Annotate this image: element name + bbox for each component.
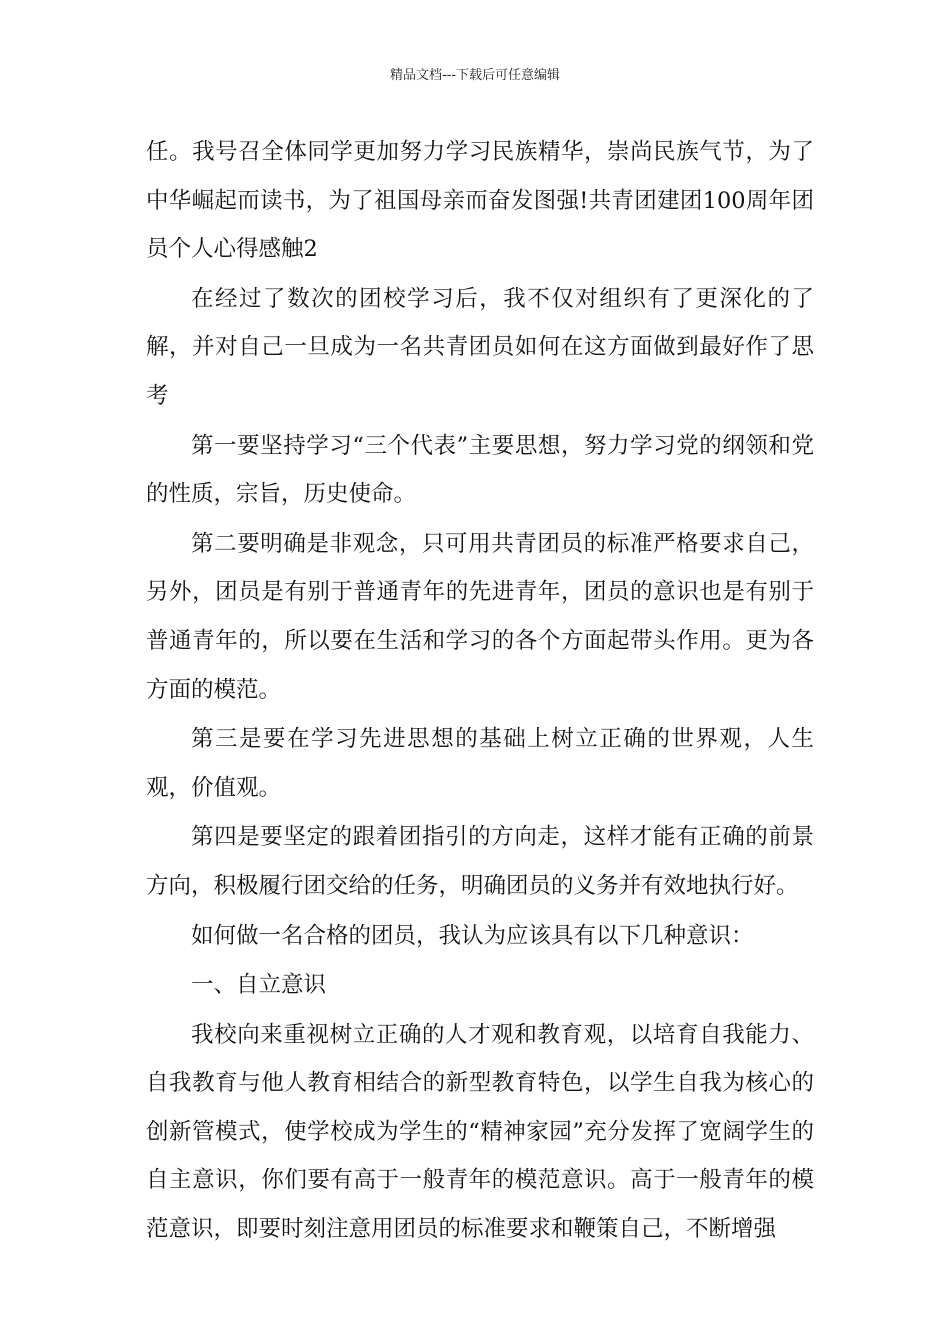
page-header: 精品文档---下载后可任意编辑 xyxy=(389,68,561,83)
paragraph: 如何做一名合格的团员，我认为应该具有以下几种意识： xyxy=(191,922,754,949)
paragraph: 在经过了数次的团校学习后，我不仅对组织有了更深化的了解，并对自己一旦成为一名共青团员如何在这方面做到最好作了思考 xyxy=(146,285,814,409)
paragraph-continuation: 任。我号召全体同学更加努力学习民族精华，崇尚民族气节，为了中华崛起而读书，为了祖国母亲而奋发图强!共青团建团100周年团员个人心得感触2 xyxy=(146,139,814,263)
section-heading: 一、自立意识 xyxy=(191,972,327,999)
paragraph: 我校向来重视树立正确的人才观和教育观，以培育自我能力、自我教育与他人教育相结合的新型教育特色，以学生自我为核心的创新管模式，使学校成为学生的“精神家园”充分发挥了宽阔学生的自主意识，你们要有高于一般青年的模范意识。高于一般青年的模范意识，即要时刻注意用团员的标准要求和鞭策自己，不断增强 xyxy=(146,1021,814,1243)
document-body xyxy=(146,128,814,1255)
paragraph: 第一要坚持学习“三个代表”主要思想，努力学习党的纲领和党的性质，宗旨，历史使命。 xyxy=(146,432,814,508)
paragraph: 第四是要坚定的跟着团指引的方向走，这样才能有正确的前景方向，积极履行团交给的任务，明确团员的义务并有效地执行好。 xyxy=(146,824,814,899)
paragraph: 第三是要在学习先进思想的基础上树立正确的世界观，人生观，价值观。 xyxy=(146,726,814,801)
paragraph: 第二要明确是非观念，只可用共青团员的标准严格要求自己，另外，团员是有别于普通青年的先进青年，团员的意识也是有别于普通青年的，所以要在生活和学习的各个方面起带头作用。更为各方面的模范。 xyxy=(146,530,814,703)
